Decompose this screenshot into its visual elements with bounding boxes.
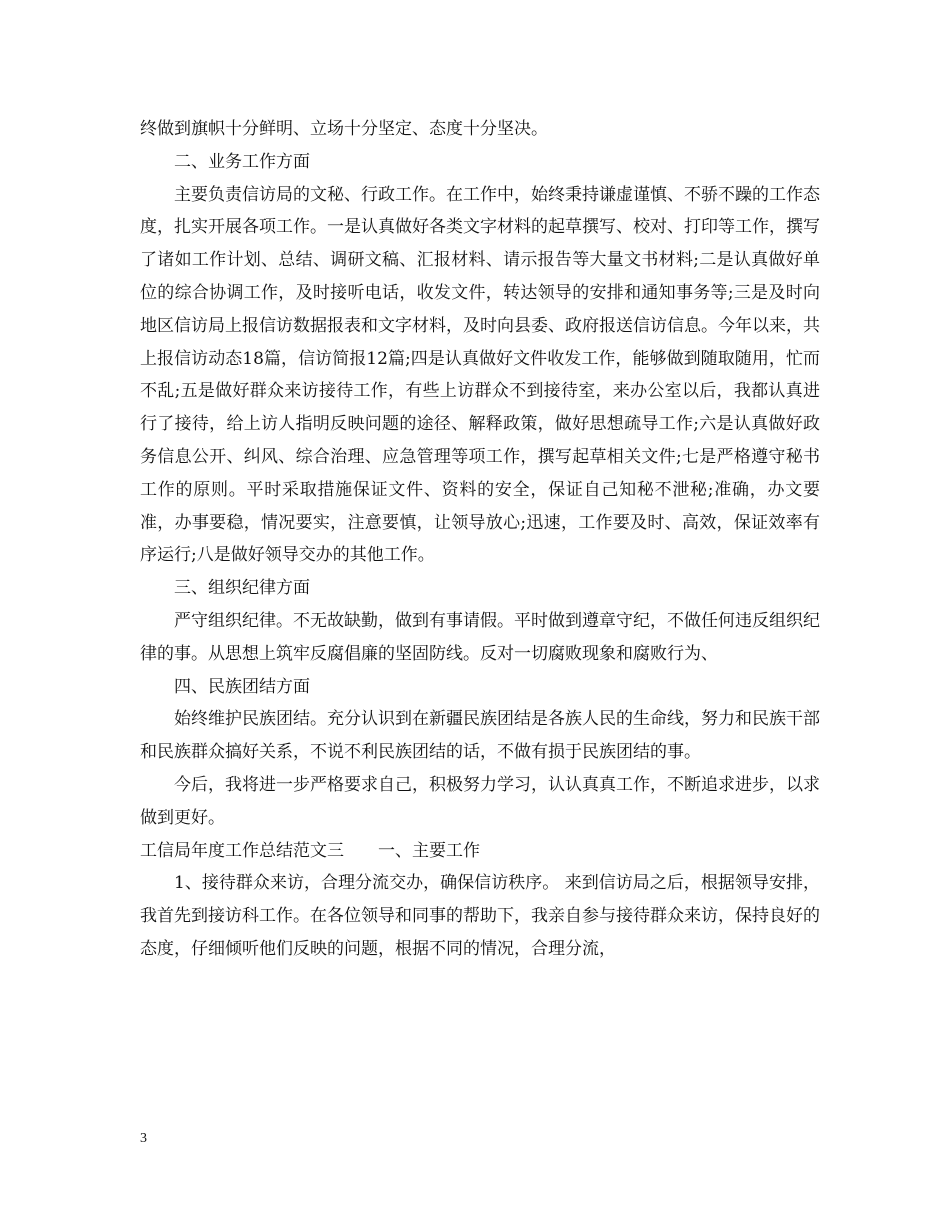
- document-heading-sample-three: 工信局年度工作总结范文三 一、主要工作: [140, 840, 480, 861]
- paragraph-business-work: 主要负责信访局的文秘、行政工作。在工作中，始终秉持谦虚谨慎、不骄不躁的工作态度，扎实开展各项工作。一是认真做好各类文字材料的起草撰写、校对、打印等工作，撰写了诸如工作计划、总结、调研文稿、汇报材料、请示报告等大量文书材料;二是认真做好单位的综合协调工作，及时接听电话，收发文件，转达领导的安排和通知事务等;三是及时向地区信访局上报信访数据报表和文字材料，及时向县委、政府报送信访信息。今年以来，共上报信访动态18篇，信访简报12篇;四是认真做好文件收发工作，能够做到随取随用，忙而不乱;五是做好群众来访接待工作，有些上访群众不到接待室，来办公室以后，我都认真进行了接待，给上访人指明反映问题的途径、解释政策，做好思想疏导工作;六是认真做好政务信息公开、纠风、综合治理、应急管理等项工作，撰写起草相关文件;七是严格遵守秘书工作的原则。平时采取措施保证文件、资料的安全，保证自己知秘不泄秘;准确，办文要准，办事要稳，情况要实，注意要慎，让领导放心;迅速，工作要及时、高效，保证效率有序运行;八是做好领导交办的其他工作。: [140, 184, 820, 566]
- section-title-ethnic-unity: 四、民族团结方面: [174, 676, 310, 697]
- paragraph-future-plan: 今后，我将进一步严格要求自己，积极努力学习，认认真真工作，不断追求进步，以求做到更好。: [140, 774, 820, 828]
- paragraph-main-work-1: 1、接待群众来访，合理分流交办，确保信访秩序。 来到信访局之后，根据领导安排，我首先到接访科工作。在各位领导和同事的帮助下，我亲自参与接待群众来访，保持良好的态度，仔细倾听他们反映的问题，根据不同的情况，合理分流，: [140, 873, 820, 959]
- continuation-paragraph: 终做到旗帜十分鲜明、立场十分坚定、态度十分坚决。: [140, 119, 548, 139]
- paragraph-discipline: 严守组织纪律。不无故缺勤，做到有事请假。平时做到遵章守纪，不做任何违反组织纪律的事。从思想上筑牢反腐倡廉的坚固防线。反对一切腐败现象和腐败行为、: [140, 610, 820, 664]
- section-title-business: 二、业务工作方面: [174, 151, 310, 172]
- document-body: [140, 113, 820, 966]
- paragraph-ethnic-unity: 始终维护民族团结。充分认识到在新疆民族团结是各族人民的生命线，努力和民族干部和民族群众搞好关系，不说不利民族团结的话，不做有损于民族团结的事。: [140, 709, 820, 763]
- section-title-discipline: 三、组织纪律方面: [174, 578, 310, 599]
- page-number: 3: [140, 1131, 147, 1146]
